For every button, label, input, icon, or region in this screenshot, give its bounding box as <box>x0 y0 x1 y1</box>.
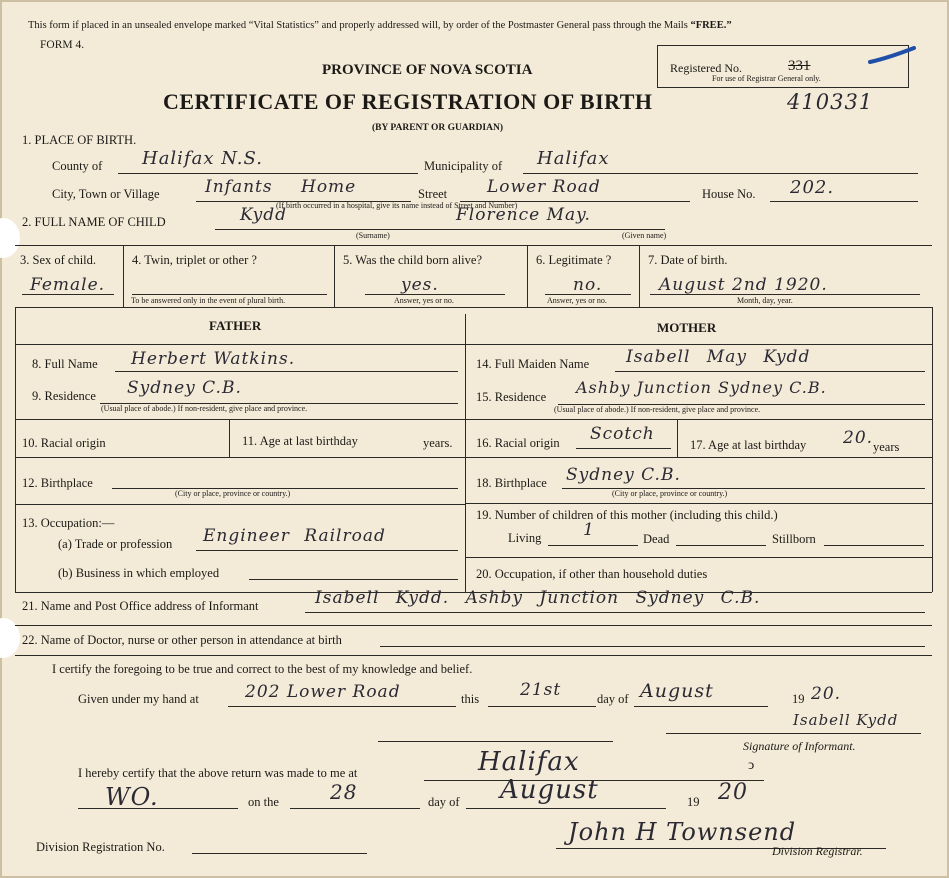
given-day-value: 21st <box>520 680 562 700</box>
given-place-value: 202 Lower Road <box>245 682 401 702</box>
given-place-line <box>228 706 456 707</box>
mother-occupation-label: 20. Occupation, if other than household duties <box>476 567 708 581</box>
division-registration-line <box>192 853 367 854</box>
municipality-value: Halifax <box>537 148 610 169</box>
registrar-month-value: August <box>500 775 599 805</box>
postal-notice-free: “FREE.” <box>690 20 732 31</box>
punch-hole-bottom <box>0 618 20 658</box>
house-value: 202. <box>790 177 835 198</box>
father-name-value: Herbert Watkins. <box>131 349 296 369</box>
mother-living-line <box>548 545 638 546</box>
row3-top-rule <box>15 245 932 246</box>
registered-struck-value: 331 <box>788 58 811 74</box>
registered-label: Registered No. <box>670 61 742 75</box>
registrar-signature: John H Townsend <box>568 818 797 846</box>
father-name-line <box>115 371 458 372</box>
mother-residence-value: Ashby Junction Sydney C.B. <box>576 378 827 397</box>
registrar-on-the-label: on the <box>248 795 279 809</box>
mother-name-line <box>615 371 925 372</box>
row3-div-3 <box>527 245 528 307</box>
row3-div-4 <box>639 245 640 307</box>
row3-div-2 <box>334 245 335 307</box>
father-row10-divider <box>229 419 230 457</box>
father-birthplace-note: (City or place, province or country.) <box>175 489 291 498</box>
father-trade-line <box>196 550 458 551</box>
registrar-caption: Division Registrar. <box>772 844 863 858</box>
mother-residence-label: 15. Residence <box>476 390 547 404</box>
doctor-label: 22. Name of Doctor, nurse or other person in attendance at birth <box>22 633 342 647</box>
postal-notice <box>28 20 732 31</box>
informant-label: 21. Name and Post Office address of Informant <box>22 599 259 613</box>
father-trade-label: (a) Trade or profession <box>58 537 173 551</box>
hospital-note: (If birth occurred in a hospital, give its name instead of Street and Number) <box>276 201 518 210</box>
informant-signature-caption: Signature of Informant. <box>743 739 856 753</box>
municipality-label: Municipality of <box>424 159 503 173</box>
father-birthplace-label: 12. Birthplace <box>22 476 93 490</box>
child-surname-value: Kydd <box>240 205 287 225</box>
given-day-of-label: day of <box>597 692 629 706</box>
dob-label: 7. Date of birth. <box>648 253 728 267</box>
father-row12-bottom-rule <box>15 504 465 505</box>
blue-pencil-mark <box>866 44 918 68</box>
given-month-line <box>634 706 768 707</box>
mother-dead-label: Dead <box>643 532 670 546</box>
informant-signature-line-left <box>378 741 613 742</box>
mother-birthplace-note: (City or place, province or country.) <box>612 489 728 498</box>
mother-age-value: 20. <box>843 428 874 448</box>
province-heading: PROVINCE OF NOVA SCOTIA <box>322 62 533 78</box>
county-label: County of <box>52 159 103 173</box>
punch-hole-top <box>0 218 20 258</box>
registrar-year-value: 20 <box>718 780 748 805</box>
registrar-day-of-label: day of <box>428 795 460 809</box>
registrar-place-sub: WO. <box>105 783 159 811</box>
child-name-line <box>215 229 665 230</box>
mother-stillborn-line <box>824 545 924 546</box>
mother-name-value: Isabell May Kydd <box>626 347 811 367</box>
row3-bottom-rule <box>15 307 932 308</box>
place-of-birth-label: 1. PLACE OF BIRTH. <box>22 133 137 147</box>
mother-racial-value: Scotch <box>590 424 655 444</box>
legitimate-label: 6. Legitimate ? <box>536 253 612 267</box>
mother-age-label: 17. Age at last birthday <box>690 438 807 452</box>
father-row10-bottom-rule <box>15 457 465 458</box>
county-value: Halifax N.S. <box>142 148 263 169</box>
child-given-value: Florence May. <box>456 205 591 225</box>
mother-birthplace-value: Sydney C.B. <box>566 465 681 485</box>
county-line <box>118 173 418 174</box>
row3-div-1 <box>123 245 124 307</box>
parents-center-rule <box>465 314 466 592</box>
given-year-prefix: 19 <box>792 692 805 706</box>
house-line <box>770 201 918 202</box>
informant-bottom-rule <box>15 625 932 626</box>
father-residence-note: (Usual place of abode.) If non-resident, give place and province. <box>101 404 308 413</box>
mother-children-label: 19. Number of children of this mother (including this child.) <box>476 508 778 522</box>
registrar-day-value: 28 <box>330 780 358 804</box>
given-caption: (Given name) <box>622 231 667 240</box>
registrar-place-value: Halifax <box>478 747 580 777</box>
registrar-small-mark: ↄ <box>748 758 755 773</box>
division-registration-label: Division Registration No. <box>36 840 165 854</box>
parents-right-rule <box>932 307 933 592</box>
certificate-title: CERTIFICATE OF REGISTRATION OF BIRTH <box>163 89 653 114</box>
given-year-value: 20. <box>811 684 842 704</box>
dob-value: August 2nd 1920. <box>659 275 828 295</box>
registrar-year-prefix: 19 <box>687 795 700 809</box>
mother-row18-bottom-rule <box>465 503 932 504</box>
certify-statement: I certify the foregoing to be true and correct to the best of my knowledge and belief. <box>52 662 473 676</box>
mother-row19-bottom-rule <box>465 557 932 558</box>
certificate-subtitle: (BY PARENT OR GUARDIAN) <box>372 123 503 133</box>
twin-label: 4. Twin, triplet or other ? <box>132 253 257 267</box>
informant-line <box>305 612 925 613</box>
legitimate-value: no. <box>573 275 603 295</box>
alive-note: Answer, yes or no. <box>394 296 454 305</box>
informant-signature: Isabell Kydd <box>793 711 899 729</box>
father-age-years: years. <box>423 436 453 450</box>
given-month-value: August <box>640 680 714 702</box>
mother-row16-bottom-rule <box>465 457 932 458</box>
mother-living-value: 1 <box>583 520 595 540</box>
parents-header-rule-left <box>15 344 465 345</box>
alive-label: 5. Was the child born alive? <box>343 253 483 267</box>
legitimate-line <box>545 294 631 295</box>
municipality-line <box>523 173 918 174</box>
mother-living-label: Living <box>508 531 542 545</box>
registrar-note: For use of Registrar General only. <box>712 74 821 83</box>
street-value: Lower Road <box>487 177 601 197</box>
given-this-label: this <box>461 692 480 706</box>
certificate-number: 410331 <box>787 90 874 114</box>
father-residence-value: Sydney C.B. <box>127 378 242 398</box>
house-label: House No. <box>702 187 756 201</box>
mother-age-years: years <box>873 440 900 454</box>
street-label: Street <box>418 187 448 201</box>
dob-note: Month, day, year. <box>737 296 793 305</box>
mother-row16-top-rule <box>465 419 932 420</box>
registrar-statement: I hereby certify that the above return was made to me at <box>78 766 358 780</box>
sex-line <box>22 294 114 295</box>
father-business-line <box>249 579 458 580</box>
mother-row16-divider <box>677 419 678 457</box>
given-day-line <box>488 706 596 707</box>
given-under-label: Given under my hand at <box>78 692 199 706</box>
father-occupation-label: 13. Occupation:— <box>22 516 115 530</box>
city-label: City, Town or Village <box>52 187 160 201</box>
father-business-label: (b) Business in which employed <box>58 566 220 580</box>
surname-caption: (Surname) <box>356 231 390 240</box>
informant-value: Isabell Kydd. Ashby Junction Sydney C.B. <box>315 588 761 608</box>
alive-value: yes. <box>401 275 439 295</box>
mother-racial-line <box>576 448 671 449</box>
legitimate-note: Answer, yes or no. <box>547 296 607 305</box>
registrar-day-line <box>290 808 420 809</box>
father-trade-value: Engineer Railroad <box>203 526 386 546</box>
mother-stillborn-label: Stillborn <box>772 532 816 546</box>
mother-name-label: 14. Full Maiden Name <box>476 357 590 371</box>
mother-racial-label: 16. Racial origin <box>476 436 560 450</box>
dob-line <box>650 294 920 295</box>
postal-notice-text: This form if placed in an unsealed envelope marked “Vital Statistics” and properly addressed will, by order of the Postmaster General pass through the Mails <box>28 20 691 31</box>
father-age-label: 11. Age at last birthday <box>242 434 358 448</box>
mother-residence-note: (Usual place of abode.) If non-resident, give place and province. <box>554 405 761 414</box>
informant-signature-line <box>666 733 921 734</box>
doctor-bottom-rule <box>15 655 932 656</box>
father-heading: FATHER <box>209 318 262 333</box>
mother-dead-line <box>676 545 766 546</box>
sex-label: 3. Sex of child. <box>20 253 97 267</box>
parents-left-rule <box>15 307 16 592</box>
mother-birthplace-label: 18. Birthplace <box>476 476 547 490</box>
father-name-label: 8. Full Name <box>32 357 98 371</box>
father-racial-label: 10. Racial origin <box>22 436 106 450</box>
sex-value: Female. <box>30 275 106 295</box>
registrar-month-line <box>466 808 666 809</box>
parents-header-rule-right <box>465 344 932 345</box>
father-residence-label: 9. Residence <box>32 389 96 403</box>
child-name-label: 2. FULL NAME OF CHILD <box>22 215 166 229</box>
twin-note: To be answered only in the event of plural birth. <box>131 296 286 305</box>
form-number: FORM 4. <box>40 39 85 51</box>
doctor-line <box>380 646 925 647</box>
alive-line <box>365 294 505 295</box>
father-row10-top-rule <box>15 419 465 420</box>
city-value: Infants Home <box>205 177 357 197</box>
mother-heading: MOTHER <box>657 320 717 335</box>
registrar-sub-line <box>78 808 238 809</box>
twin-line <box>132 294 327 295</box>
